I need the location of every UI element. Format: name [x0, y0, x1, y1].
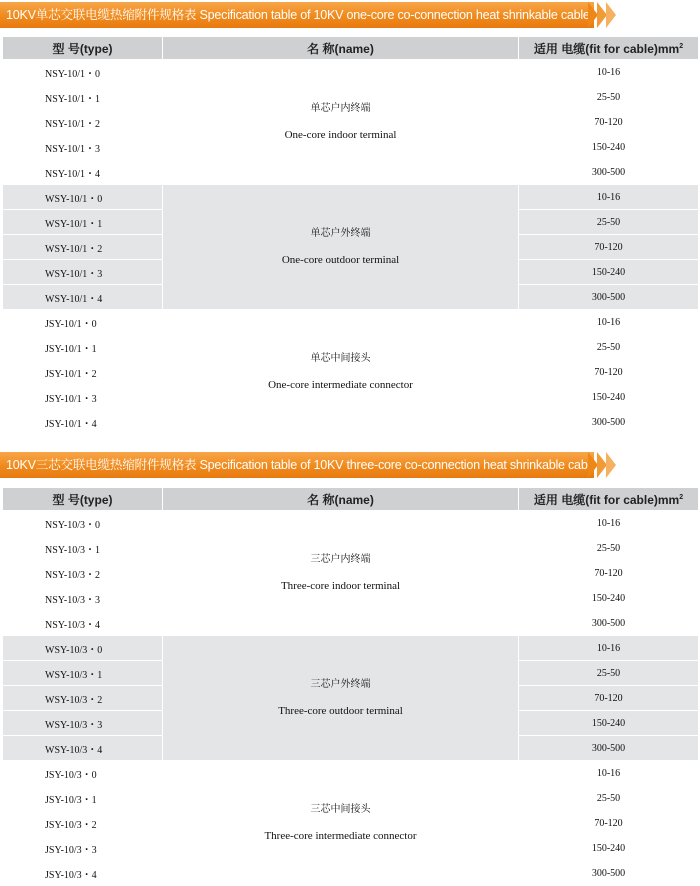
table-row	[3, 511, 699, 536]
fit-cable-cell: 10-16	[519, 185, 699, 210]
model-cell: NSY-10/3・0	[3, 511, 163, 536]
section2-banner-text: 10KV三芯交联电缆热缩附件规格表 Specification table of 10KV three-core co-connection heat shrinkable cable accssory	[6, 458, 648, 472]
product-name-en: One-core intermediate connector	[268, 379, 413, 391]
model-cell: JSY-10/1・2	[3, 360, 163, 385]
fit-column-header-sup: 2	[679, 42, 684, 50]
section1-header-row	[3, 37, 699, 60]
model-cell: JSY-10/3・1	[3, 786, 163, 811]
fit-column-header-label: 适用 电缆(fit for cable)mm	[533, 492, 680, 507]
product-name-cell	[163, 636, 519, 761]
fit-cable-cell: 300-500	[519, 160, 699, 185]
model-cell: WSY-10/3・3	[3, 711, 163, 736]
product-name-cell	[163, 310, 519, 435]
model-cell: NSY-10/3・3	[3, 586, 163, 611]
fit-cable-cell: 70-120	[519, 811, 699, 836]
fit-cable-cell: 150-240	[519, 711, 699, 736]
fit-cable-cell: 10-16	[519, 761, 699, 786]
model-cell: WSY-10/1・4	[3, 285, 163, 310]
fit-column-header	[519, 37, 699, 60]
model-cell: NSY-10/3・4	[3, 611, 163, 636]
table-row	[3, 636, 699, 661]
product-name-zh: 单芯户内终端	[310, 103, 371, 114]
model-cell: WSY-10/1・3	[3, 260, 163, 285]
fit-cable-cell: 70-120	[519, 235, 699, 260]
fit-cable-cell: 300-500	[519, 285, 699, 310]
fit-cable-cell: 25-50	[519, 536, 699, 561]
fit-cable-cell: 150-240	[519, 836, 699, 861]
fit-cable-cell: 10-16	[519, 636, 699, 661]
fit-cable-cell: 300-500	[519, 410, 699, 435]
product-name-cell	[163, 761, 519, 886]
product-name-zh: 三芯户外终端	[310, 679, 371, 690]
product-name-cell	[163, 60, 519, 185]
fit-cable-cell: 300-500	[519, 611, 699, 636]
fit-cable-cell: 25-50	[519, 85, 699, 110]
fit-cable-cell: 150-240	[519, 586, 699, 611]
table-row	[3, 185, 699, 210]
section2-spec-table	[2, 487, 699, 886]
model-cell: WSY-10/3・2	[3, 686, 163, 711]
fit-cable-cell: 300-500	[519, 861, 699, 886]
name-column-header: 名 称(name)	[163, 37, 519, 60]
product-name-zh: 三芯中间接头	[310, 804, 371, 815]
fit-column-header	[519, 488, 699, 511]
model-cell: JSY-10/3・2	[3, 811, 163, 836]
section2-banner-arrows-icon	[588, 452, 618, 478]
fit-cable-cell: 300-500	[519, 736, 699, 761]
model-cell: WSY-10/3・1	[3, 661, 163, 686]
section1-banner-arrows-icon	[588, 2, 618, 28]
section1-spec-table	[2, 36, 699, 435]
model-cell: NSY-10/3・1	[3, 536, 163, 561]
product-name-zh: 单芯户外终端	[310, 228, 371, 239]
fit-column-header-sup: 2	[679, 493, 684, 501]
product-name-en: Three-core outdoor terminal	[278, 705, 403, 717]
model-cell: WSY-10/3・0	[3, 636, 163, 661]
section2-header-row	[3, 488, 699, 511]
section1-banner-text: 10KV单芯交联电缆热缩附件规格表 Specification table of 10KV one-core co-connection heat shrinkable cable accssory	[6, 8, 641, 22]
model-cell: JSY-10/3・0	[3, 761, 163, 786]
model-cell: JSY-10/1・3	[3, 385, 163, 410]
fit-cable-cell: 10-16	[519, 60, 699, 85]
model-cell: WSY-10/1・1	[3, 210, 163, 235]
type-column-header: 型 号(type)	[3, 37, 163, 60]
table-row	[3, 60, 699, 85]
section2-banner	[0, 452, 648, 478]
model-cell: NSY-10/3・2	[3, 561, 163, 586]
model-cell: JSY-10/1・4	[3, 410, 163, 435]
product-name-en: One-core indoor terminal	[284, 129, 397, 141]
model-cell: NSY-10/1・4	[3, 160, 163, 185]
section1-banner	[0, 2, 641, 28]
model-cell: WSY-10/3・4	[3, 736, 163, 761]
fit-column-header-label: 适用 电缆(fit for cable)mm	[533, 41, 680, 56]
model-cell: NSY-10/1・1	[3, 85, 163, 110]
model-cell: JSY-10/3・3	[3, 836, 163, 861]
model-cell: NSY-10/1・0	[3, 60, 163, 85]
model-cell: JSY-10/1・1	[3, 335, 163, 360]
fit-cable-cell: 25-50	[519, 335, 699, 360]
product-name-en: One-core outdoor terminal	[281, 254, 400, 266]
table-row	[3, 310, 699, 335]
model-cell: WSY-10/1・2	[3, 235, 163, 260]
fit-cable-cell: 150-240	[519, 135, 699, 160]
fit-cable-cell: 10-16	[519, 511, 699, 536]
fit-cable-cell: 25-50	[519, 661, 699, 686]
table-row	[3, 761, 699, 786]
fit-cable-cell: 25-50	[519, 786, 699, 811]
product-name-en: Three-core indoor terminal	[280, 580, 401, 592]
fit-cable-cell: 150-240	[519, 260, 699, 285]
fit-cable-cell: 70-120	[519, 686, 699, 711]
fit-cable-cell: 10-16	[519, 310, 699, 335]
model-cell: JSY-10/1・0	[3, 310, 163, 335]
product-name-cell	[163, 511, 519, 636]
model-cell: JSY-10/3・4	[3, 861, 163, 886]
product-name-cell	[163, 185, 519, 310]
fit-cable-cell: 70-120	[519, 561, 699, 586]
name-column-header: 名 称(name)	[163, 488, 519, 511]
fit-cable-cell: 25-50	[519, 210, 699, 235]
product-name-en: Three-core intermediate connector	[264, 830, 417, 842]
fit-cable-cell: 70-120	[519, 110, 699, 135]
model-cell: WSY-10/1・0	[3, 185, 163, 210]
fit-cable-cell: 150-240	[519, 385, 699, 410]
fit-cable-cell: 70-120	[519, 360, 699, 385]
product-name-zh: 三芯户内终端	[310, 554, 371, 565]
model-cell: NSY-10/1・3	[3, 135, 163, 160]
product-name-zh: 单芯中间接头	[310, 353, 371, 364]
model-cell: NSY-10/1・2	[3, 110, 163, 135]
type-column-header: 型 号(type)	[3, 488, 163, 511]
